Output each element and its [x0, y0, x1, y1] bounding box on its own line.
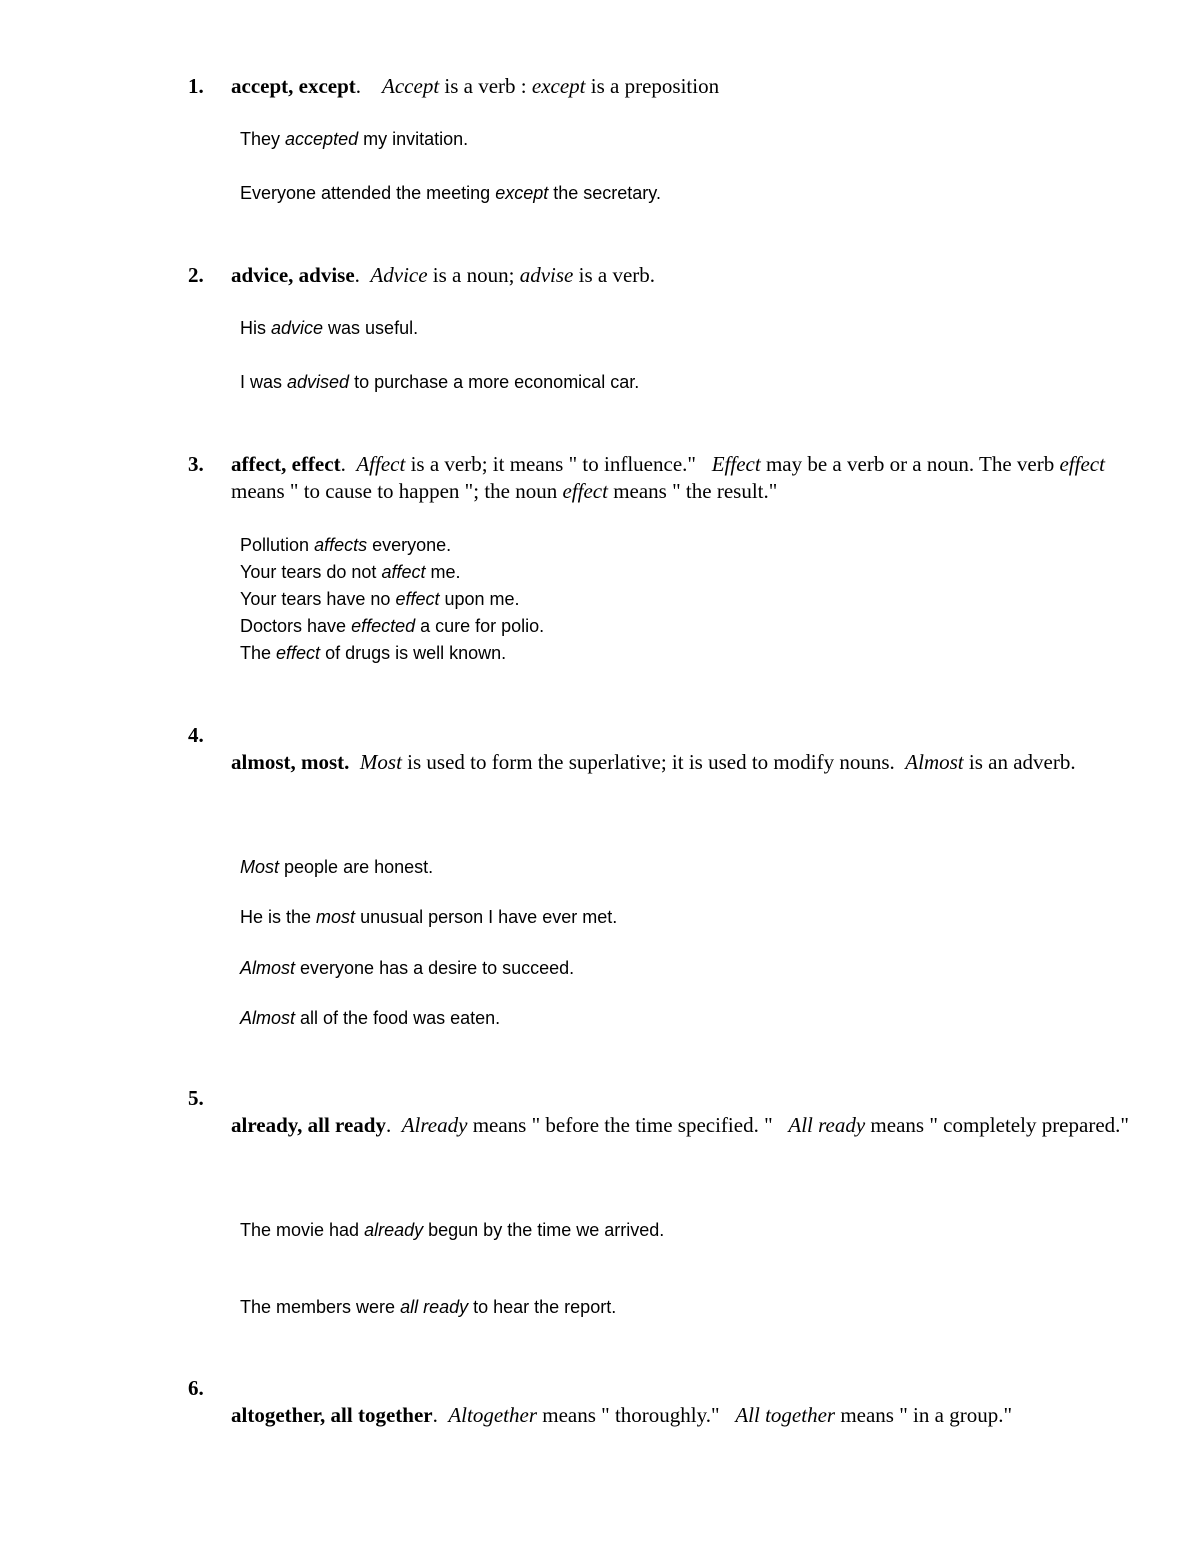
entry-6-heading: [231, 1402, 1131, 1429]
example-word: effected: [351, 616, 416, 636]
example-word: accepted: [285, 129, 359, 149]
example-word: effect: [276, 643, 321, 663]
entry-2-def-part: is a noun;: [427, 263, 520, 287]
example-1-2: [240, 180, 1120, 207]
example-text: The members were: [240, 1297, 401, 1317]
entry-6-number: 6.: [188, 1376, 204, 1400]
example-3-5: [240, 640, 1120, 667]
example-text: all of the food was eaten.: [295, 1008, 501, 1028]
entry-2-def-part: is a verb.: [573, 263, 656, 287]
example-text: to hear the report.: [468, 1297, 617, 1317]
entry-3-heading: [231, 451, 1131, 505]
example-word: Most: [240, 857, 280, 877]
entry-3-term: affect, effect: [231, 452, 341, 476]
example-text: of drugs is well known.: [320, 643, 507, 663]
example-word: Almost: [240, 958, 296, 978]
entry-3-def-part: Affect: [356, 452, 406, 476]
example-3-2: [240, 559, 1120, 586]
entry-4-def-part: Most: [359, 750, 402, 774]
example-word: effect: [395, 589, 440, 609]
example-text: was useful.: [323, 318, 419, 338]
example-text: Doctors have: [240, 616, 352, 636]
example-text: everyone.: [367, 535, 452, 555]
entry-4-term: almost, most.: [231, 750, 350, 774]
entry-5-def-part: All ready: [788, 1113, 866, 1137]
example-word: affects: [314, 535, 368, 555]
example-2-2: [240, 369, 1120, 396]
example-3-1: [240, 532, 1120, 559]
example-text: They: [240, 129, 286, 149]
entry-4-number: 4.: [188, 723, 204, 747]
example-4-1: [240, 854, 1120, 881]
example-text: The movie had: [240, 1220, 365, 1240]
entry-1-number: 1.: [188, 74, 204, 98]
example-text: Pollution: [240, 535, 315, 555]
example-text: unusual person I have ever met.: [355, 907, 618, 927]
entry-5-term-end: .: [385, 1113, 392, 1137]
entry-5-term: already, all ready: [231, 1113, 386, 1137]
entry-5-heading: [231, 1112, 1131, 1139]
example-word: already: [364, 1220, 424, 1240]
entry-2-number: 2.: [188, 263, 204, 287]
example-1-1: [240, 126, 1120, 153]
entry-5-number: 5.: [188, 1086, 204, 1110]
entry-5-def-part: means " before the time specified. ": [467, 1113, 789, 1137]
entry-4-def-part: is an adverb.: [963, 750, 1076, 774]
example-2-1: [240, 315, 1120, 342]
entry-1-def-part: Accept: [382, 74, 440, 98]
example-text: His: [240, 318, 271, 338]
entry-4-def-part: is used to form the superlative; it is used to modify nouns.: [401, 750, 906, 774]
entry-3-def-part: means " the result.": [607, 479, 778, 503]
example-text: I was: [240, 372, 288, 392]
example-text: people are honest.: [279, 857, 434, 877]
example-5-1: [240, 1217, 1120, 1244]
example-text: Everyone attended the meeting: [240, 183, 496, 203]
example-4-3: [240, 955, 1120, 982]
example-text: The: [240, 643, 277, 663]
example-5-2: [240, 1294, 1120, 1321]
entry-6-term: altogether, all together: [231, 1403, 433, 1427]
entry-3-def-part: effect: [562, 479, 608, 503]
entry-5-def-part: means " completely prepared.": [865, 1113, 1129, 1137]
entry-4-def-part: Almost: [905, 750, 964, 774]
entry-6-def-part: means " in a group.": [835, 1403, 1013, 1427]
example-word: all ready: [400, 1297, 469, 1317]
example-word: advice: [271, 318, 324, 338]
entry-3-def-part: is a verb; it means " to influence.": [405, 452, 712, 476]
entry-1-term: accept, except: [231, 74, 356, 98]
example-text: a cure for polio.: [415, 616, 545, 636]
entry-2-term: advice, advise: [231, 263, 355, 287]
entry-2-term-end: .: [354, 263, 360, 287]
entry-1-term-end: .: [355, 74, 362, 98]
example-text: the secretary.: [548, 183, 661, 203]
entry-1-def-part: is a verb :: [439, 74, 532, 98]
example-word: most: [316, 907, 356, 927]
example-word: Almost: [240, 1008, 296, 1028]
entry-5-def-part: Already: [401, 1113, 468, 1137]
example-text: to purchase a more economical car.: [349, 372, 640, 392]
example-3-4: [240, 613, 1120, 640]
example-text: me.: [425, 562, 461, 582]
example-4-4: [240, 1005, 1120, 1032]
example-word: advised: [287, 372, 350, 392]
entry-2-def-part: Advice: [370, 263, 428, 287]
example-word: except: [495, 183, 549, 203]
example-4-2: [240, 904, 1120, 931]
example-text: Your tears do not: [240, 562, 382, 582]
entry-3-def-part: may be a verb or a noun. The verb: [760, 452, 1060, 476]
example-3-3: [240, 586, 1120, 613]
entry-3-def-part: means " to cause to happen "; the noun: [231, 479, 563, 503]
entry-6-def-part: All together: [735, 1403, 836, 1427]
entry-4-heading: [231, 749, 1131, 776]
entry-1-def-part: is a preposition: [585, 74, 720, 98]
example-text: everyone has a desire to succeed.: [295, 958, 575, 978]
entry-6-term-end: .: [432, 1403, 438, 1427]
entry-3-def-part: Effect: [711, 452, 761, 476]
example-text: Your tears have no: [240, 589, 396, 609]
entry-6-def-part: Altogether: [448, 1403, 537, 1427]
entry-1-heading: [231, 73, 1131, 100]
example-word: affect: [381, 562, 426, 582]
example-text: upon me.: [439, 589, 520, 609]
example-text: He is the: [240, 907, 317, 927]
entry-3-term-end: .: [340, 452, 346, 476]
example-text: my invitation.: [358, 129, 469, 149]
entry-2-heading: [231, 262, 1131, 289]
entry-1-def-part: except: [531, 74, 586, 98]
entry-6-def-part: means " thoroughly.": [537, 1403, 736, 1427]
entry-2-def-part: advise: [519, 263, 574, 287]
entry-3-number: 3.: [188, 452, 204, 476]
entry-3-def-part: effect: [1059, 452, 1105, 476]
example-text: begun by the time we arrived.: [423, 1220, 665, 1240]
